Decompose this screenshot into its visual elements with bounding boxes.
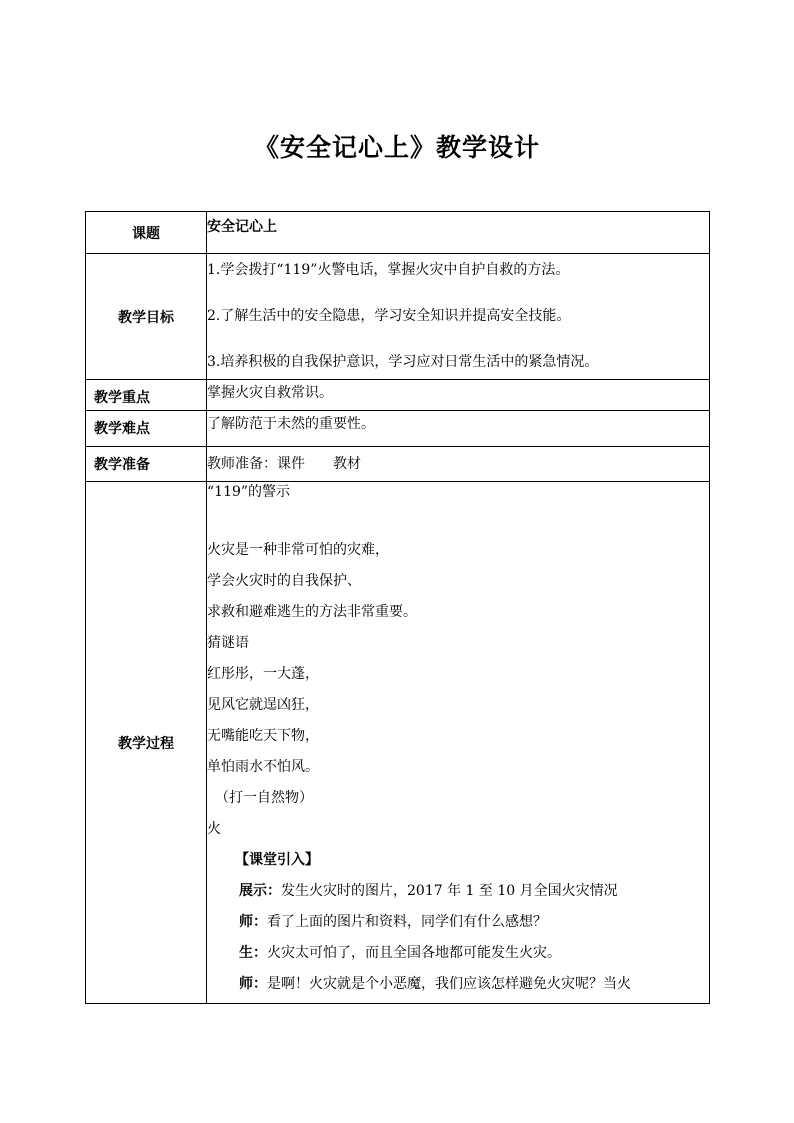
- section-heading: 【课堂引入】: [235, 852, 319, 868]
- process-line: 无嘴能吃天下物，: [207, 728, 319, 744]
- document-title: 《安全记心上》教学设计: [253, 133, 540, 162]
- speaker-label: 师：: [239, 976, 267, 992]
- goal-item: 3.培养积极的自我保护意识，学习应对日常生活中的紧急情况。: [207, 354, 599, 370]
- lesson-plan-table: [85, 211, 710, 1004]
- preparation-value: 教师准备：课件 教材: [207, 456, 361, 472]
- key-point-value: 掌握火灾自救常识。: [207, 385, 333, 401]
- process-line: 猜谜语: [207, 635, 249, 651]
- label-topic: 课题: [86, 212, 207, 254]
- speaker-label: 生：: [239, 945, 267, 961]
- process-line: 火灾是一种非常可怕的灾难，: [207, 542, 389, 558]
- goal-item: 2.了解生活中的安全隐患，学习安全知识并提高安全技能。: [207, 308, 571, 324]
- process-line: 火: [207, 821, 221, 837]
- dialogue-text: 火灾太可怕了，而且全国各地都可能发生火灾。: [267, 945, 561, 961]
- table-row-key-point: [86, 380, 710, 411]
- dialogue-text: 看了上面的图片和资料，同学们有什么感想？: [267, 914, 547, 930]
- dialogue-line: [207, 876, 709, 907]
- dialogue-line: [207, 938, 709, 969]
- label-process: 教学过程: [86, 482, 207, 1004]
- process-line: （打一自然物）: [215, 790, 313, 806]
- process-line: 见风它就逞凶狂，: [207, 697, 319, 713]
- process-line: 红彤彤，一大蓬，: [207, 666, 319, 682]
- goal-item: 1.学会拨打“119”火警电话，掌握火灾中自护自救的方法。: [207, 262, 570, 278]
- table-row-preparation: [86, 447, 710, 482]
- dialogue-text: 发生火灾时的图片，2017 年 1 至 10 月全国火灾情况: [281, 883, 618, 899]
- difficulty-value: 了解防范于未然的重要性。: [207, 416, 375, 432]
- speaker-label: 师：: [239, 914, 267, 930]
- label-difficulty: 教学难点: [86, 411, 207, 447]
- table-row-difficulty: [86, 411, 710, 447]
- label-goals: 教学目标: [86, 254, 207, 380]
- speaker-label: 展示：: [239, 883, 281, 899]
- process-line: 学会火灾时的自我保护、: [207, 573, 361, 589]
- table-row-topic: [86, 212, 710, 254]
- process-line: “119”的警示: [207, 484, 291, 500]
- process-line: 求救和避难逃生的方法非常重要。: [207, 604, 417, 620]
- dialogue-line: [207, 969, 709, 1000]
- dialogue-line: [207, 907, 709, 938]
- label-key-point: 教学重点: [86, 380, 207, 411]
- label-preparation: 教学准备: [86, 447, 207, 482]
- topic-value: 安全记心上: [207, 219, 277, 235]
- process-line: 单怕雨水不怕风。: [207, 759, 319, 775]
- table-row-process: [86, 482, 710, 1004]
- dialogue-text: 是啊！火灾就是个小恶魔，我们应该怎样避免火灾呢？当火: [267, 976, 631, 992]
- table-row-goals: [86, 254, 710, 380]
